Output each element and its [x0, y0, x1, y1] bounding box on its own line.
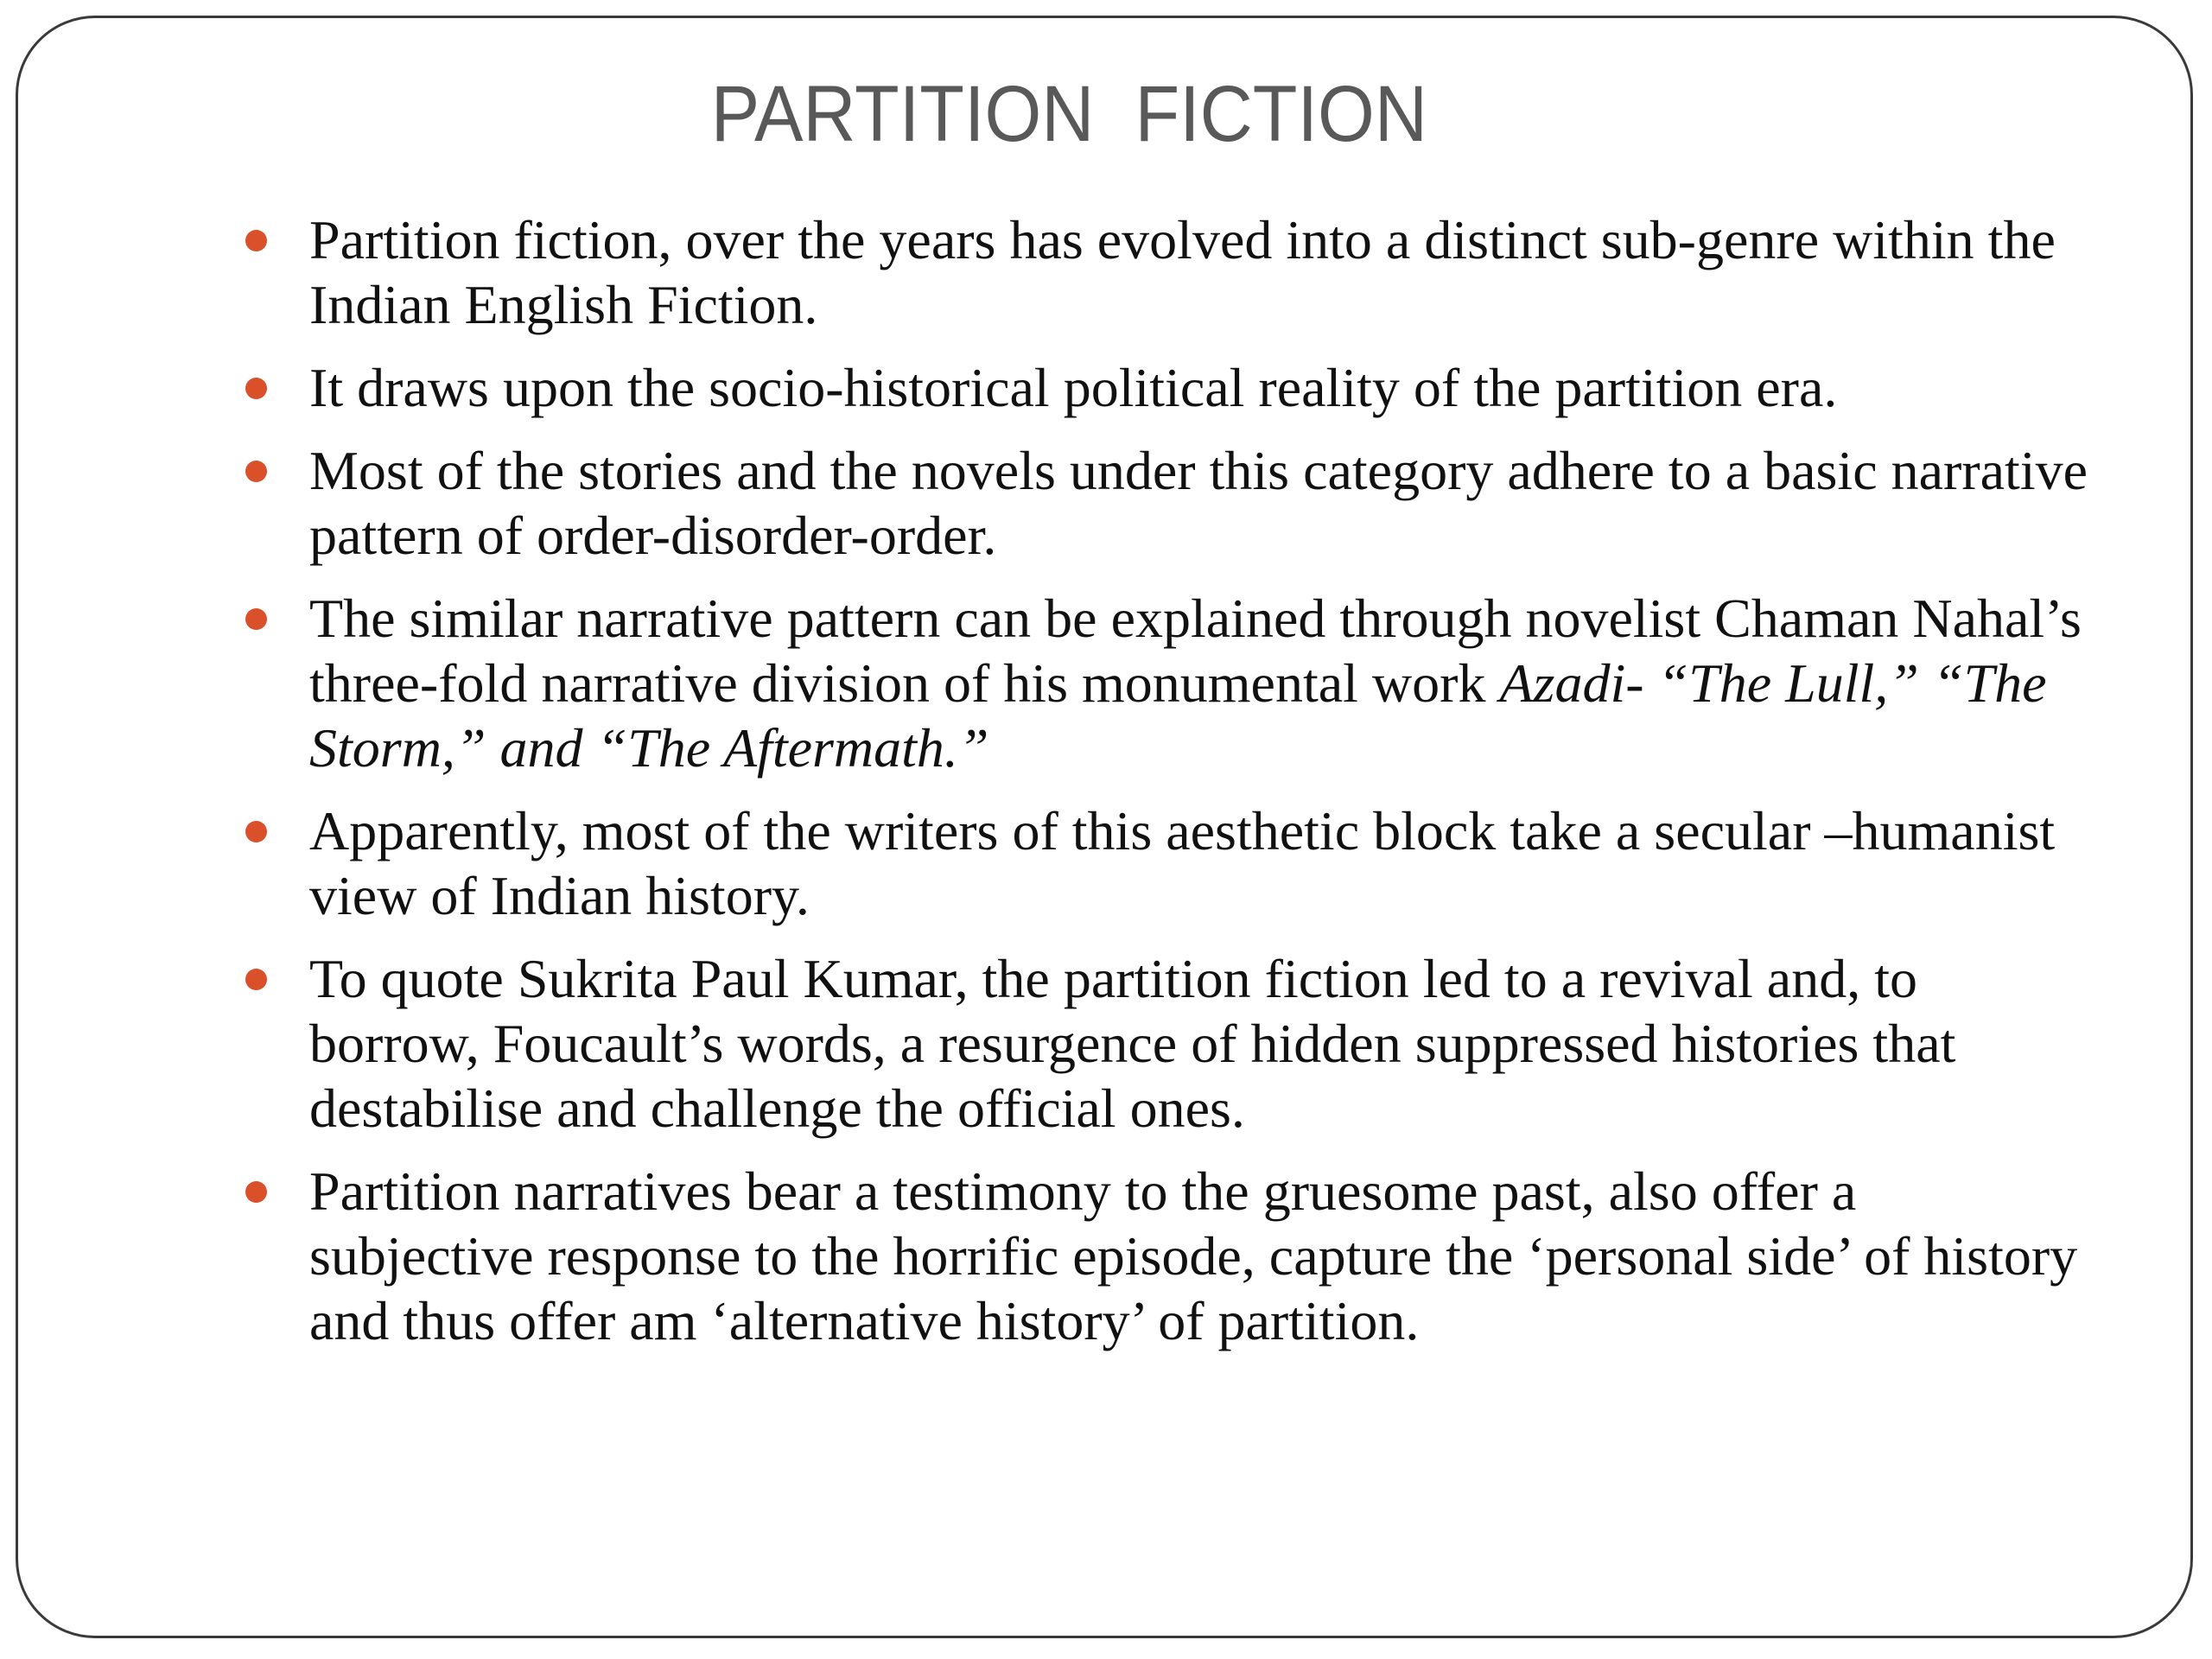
- bullet-text: The similar narrative pattern can be explained through novelist Chaman Nahal’s three-fold narrative division of his monumental work: [309, 588, 2082, 714]
- bullet-dot-icon: [245, 230, 267, 251]
- bullet-text: Most of the stories and the novels under this category adhere to a basic narrative pattern of order-disorder-order.: [309, 440, 2088, 566]
- bullet-text: Apparently, most of the writers of this aesthetic block take a secular –humanist view of Indian history.: [309, 800, 2056, 926]
- bullet-list: [309, 207, 2089, 1371]
- bullet-dot-icon: [245, 821, 267, 842]
- bullet-text: It draws upon the socio-historical political reality of the partition era.: [309, 357, 1838, 418]
- bullet-item: [309, 438, 2089, 568]
- bullet-dot-icon: [245, 608, 267, 630]
- slide-title: PARTITION FICTION: [710, 70, 1427, 158]
- bullet-dot-icon: [245, 378, 267, 399]
- bullet-item: [309, 798, 2089, 928]
- bullet-item: [309, 1159, 2089, 1353]
- bullet-text: Partition narratives bear a testimony to the gruesome past, also offer a subjective response to the horrific episode, capture the ‘personal side’ of history and thus offer am ‘alternative history’ of partition.: [309, 1160, 2078, 1351]
- bullet-item: [309, 355, 2089, 420]
- bullet-text-italic: Azadi- “The Lull,” “The Storm,” and “The Aftermath.”: [309, 652, 2047, 779]
- bullet-item: [309, 586, 2089, 780]
- bullet-dot-icon: [245, 969, 267, 990]
- bullet-dot-icon: [245, 1181, 267, 1203]
- bullet-text: To quote Sukrita Paul Kumar, the partition fiction led to a revival and, to borrow, Foucault’s words, a resurgence of hidden suppressed histories that destabilise and challenge the official ones.: [309, 948, 1956, 1139]
- bullet-item: [309, 207, 2089, 337]
- bullet-dot-icon: [245, 461, 267, 482]
- bullet-item: [309, 946, 2089, 1141]
- bullet-text: Partition fiction, over the years has evolved into a distinct sub-genre within the Indian English Fiction.: [309, 209, 2056, 335]
